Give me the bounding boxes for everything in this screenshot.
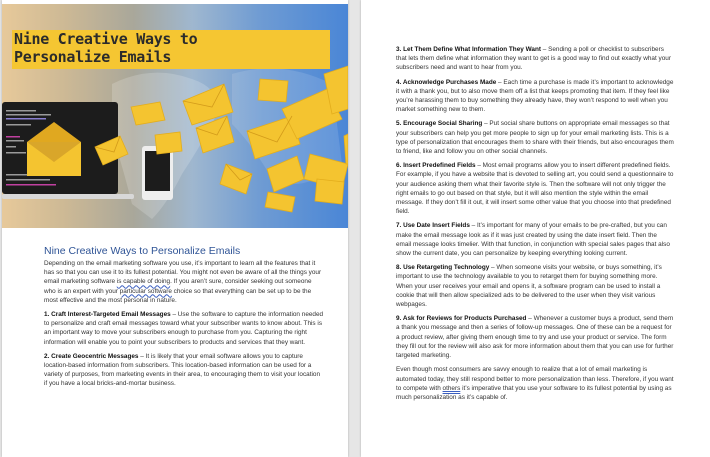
item-title: 3. Let Them Define What Information They Want	[396, 46, 541, 53]
list-item[interactable]	[396, 119, 674, 156]
hero-title	[14, 30, 314, 66]
laptop-base	[2, 194, 134, 199]
hero-title-line-1: Nine Creative Ways to	[14, 30, 198, 48]
item-title: 1. Craft Interest-Targeted Email Messages	[44, 311, 171, 319]
list-item[interactable]	[396, 161, 674, 216]
item-title: 2. Create Geocentric Messages	[44, 352, 139, 360]
item-text: – Most email programs allow you to insert different predefined fields. For example, if you have a website that is devoted to selling art, you could send a questionnaire to your audience asking them what their favorite style is. Then the software will not only trigger the right emails to go out based on that style, but it will also mention the style within the email message. If they don’t fill it out, it will insert some other value that you choose into that predefined field.	[396, 162, 674, 216]
list-item[interactable]	[396, 78, 674, 115]
grammar-flag[interactable]: particular software	[119, 287, 172, 295]
grammar-flag[interactable]: is capable of doing	[116, 278, 171, 286]
item-title: 7. Use Date Insert Fields	[396, 222, 470, 230]
item-title: 5. Encourage Social Sharing	[396, 120, 483, 128]
list-item[interactable]	[396, 263, 674, 309]
list-item[interactable]	[396, 45, 674, 73]
document-page-2	[361, 0, 710, 457]
intro-paragraph[interactable]: Depending on the email marketing software you use, it’s important to learn all the features that it has so that you can use it to its fullest potential. You might not even be aware of all the things your email marketing software is capable of doing. If you aren’t sure, consider seeking out someone who is an expert with your particular software choice so that everything can be set up to be the most effective and the most personal in nature.	[44, 260, 322, 304]
item-text: – Put social share buttons on appropriate email messages so that your subscribers can help you get more people to sign up for your email marketing lists. This is a type of personalization that encourages them to share with their friends, but also encourages them to friend, like and follow you on other social channels.	[396, 120, 674, 156]
item-text: – Each time a purchase is made it’s important to acknowledge it with a thank you, but to also move them off a list that keeps promoting that item. If they feel like you’re harassing them to buy something they already have, they won’t respond to well when you market something new to them.	[396, 78, 674, 114]
hero-image	[2, 4, 348, 228]
grammar-flag[interactable]: others	[442, 384, 461, 392]
item-text: – Sending a poll or checklist to subscribers that lets them define what information they want to get is a good way to find out exactly what your subscribers need and want to hear from you.	[396, 46, 671, 72]
list-item[interactable]	[396, 314, 674, 360]
closing-paragraph[interactable]: Even though most consumers are savvy enough to realize that a lot of email marketing is automated today, they still respond better to more personalization than less. Therefore, if you want to compete with others it’s imperative that you use your software to its fullest potential by using as much personalization as it’s capable of.	[396, 366, 674, 401]
item-title: 4. Acknowledge Purchases Made	[396, 78, 497, 86]
item-text: – It’s important for many of your emails to be pre-crafted, but you can make the email message look as if it was just created by using the date insert field. Then the email message looks timelier. With that function, in conjunction with special sales pages that also show the current date, you can personalize by keeping everything looking current.	[396, 222, 670, 258]
item-text: – Whenever a customer buys a product, send them a thank you message and then a series of follow-up messages. One of these can be a request for a product review, after giving them enough time to try and use your product or service. The form they fill out for the review will also ask for more information about them that you can use for further targeted marketing.	[396, 315, 674, 360]
item-text: – When someone visits your website, or buys something, it’s important to use the technology available to you to retarget them for buying something more. When your user receives your email and opens it, a software program can be used to install a cookie that will then allow specialized ads to be delivered to the user when they visit various webpages.	[396, 264, 662, 309]
document-heading[interactable]: Nine Creative Ways to Personalize Emails	[44, 245, 241, 257]
item-text: – It is likely that your email software allows you to capture location-based information from subscribers. This location-based information can be used for a variety of purposes, from marketing events in their area, to encouraging them to visit your location if you have a local bricks-and-mortar business.	[44, 352, 320, 388]
item-text: – Use the software to capture the information needed to personalize and craft email messages toward what your subscriber wants to know about. This is an important way to move your subscribers enough to purchase from you. Capturing the right information will enable you to point your subscribers to products and services that they want.	[44, 311, 324, 346]
list-item[interactable]	[44, 352, 324, 389]
list-item[interactable]	[44, 310, 324, 347]
hero-title-line-2: Personalize Emails	[14, 48, 172, 66]
page-2-body	[396, 45, 674, 407]
item-title: 6. Insert Predefined Fields	[396, 162, 476, 170]
list-item[interactable]	[396, 221, 674, 258]
item-title: 8. Use Retargeting Technology	[396, 264, 490, 272]
item-title: 9. Ask for Reviews for Products Purchased	[396, 315, 527, 323]
page-1-body	[44, 244, 324, 394]
document-page-1	[2, 0, 348, 457]
